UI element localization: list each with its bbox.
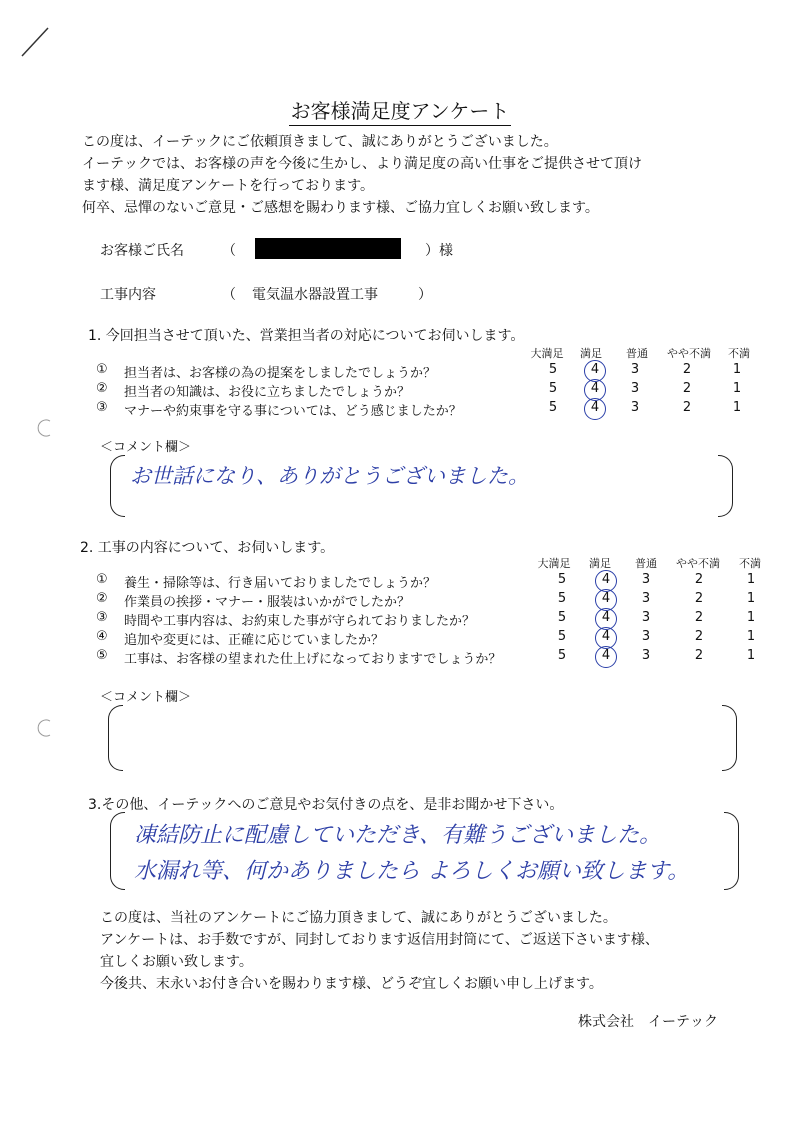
rating-1[interactable]: 1 xyxy=(732,400,742,415)
rating-2[interactable]: 2 xyxy=(682,381,692,396)
comment-bracket-right xyxy=(722,705,737,771)
question-text: 養生・掃除等は、行き届いておりましたでしょうか？ xyxy=(124,576,437,591)
work-value: 電気温水器設置工事 xyxy=(252,287,378,303)
corner-pen-mark xyxy=(18,22,58,62)
section1-comment-label: ＜コメント欄＞ xyxy=(100,440,192,455)
rating-2[interactable]: 2 xyxy=(694,591,704,606)
closing-line: 今後共、末永いお付き合いを賜わります様、どうぞ宜しくお願い申し上げます。 xyxy=(100,976,603,992)
work-open-paren: （ xyxy=(222,287,236,303)
question-number: ⑤ xyxy=(96,648,108,663)
rating-2[interactable]: 2 xyxy=(694,629,704,644)
question-row xyxy=(96,591,786,609)
question-row xyxy=(96,362,776,380)
rating-5[interactable]: 5 xyxy=(557,629,567,644)
scale-label: やや不満 xyxy=(676,557,720,570)
selected-rating-circle xyxy=(595,646,617,668)
page-title: お客様満足度アンケート xyxy=(0,95,800,124)
question-number: ② xyxy=(96,591,108,606)
scale-label: 満足 xyxy=(589,557,611,570)
scale-label: 大満足 xyxy=(537,557,571,570)
rating-5[interactable]: 5 xyxy=(557,572,567,587)
intro-paragraph xyxy=(82,131,742,219)
rating-5[interactable]: 5 xyxy=(548,381,558,396)
closing-line: アンケートは、お手数ですが、同封しております返信用封筒にて、ご返送下さいます様、 xyxy=(100,932,659,948)
rating-4[interactable]: 4 xyxy=(590,362,600,377)
rating-4[interactable]: 4 xyxy=(601,610,611,625)
rating-3[interactable]: 3 xyxy=(641,591,651,606)
scale-label: 不満 xyxy=(728,347,750,360)
question-row xyxy=(96,572,786,590)
comment-bracket-left xyxy=(110,812,125,890)
closing-line: 宜しくお願い致します。 xyxy=(100,954,253,970)
section2-scale-header xyxy=(535,555,775,569)
rating-1[interactable]: 1 xyxy=(746,572,756,587)
section2-comment-label: ＜コメント欄＞ xyxy=(100,690,192,705)
comment-bracket-right xyxy=(724,812,739,890)
closing-line: この度は、当社のアンケートにご協力頂きまして、誠にありがとうございました。 xyxy=(100,910,617,926)
question-number: ④ xyxy=(96,629,108,644)
question-number: ① xyxy=(96,362,108,377)
section1-scale-header xyxy=(528,345,768,359)
question-row xyxy=(96,381,776,399)
scale-label: 大満足 xyxy=(530,347,564,360)
scale-label: 普通 xyxy=(635,557,657,570)
rating-2[interactable]: 2 xyxy=(694,572,704,587)
question-text: 工事は、お客様の望まれた仕上げになっておりますでしょうか？ xyxy=(124,652,502,667)
customer-suffix: ）様 xyxy=(425,243,453,259)
section1-comment-handwriting[interactable]: お世話になり、ありがとうございました。 xyxy=(130,464,529,488)
rating-2[interactable]: 2 xyxy=(694,648,704,663)
section3-comment-line[interactable]: 凍結防止に配慮していただき、有難うございました。 xyxy=(134,823,662,848)
work-label: 工事内容 xyxy=(100,287,156,303)
rating-3[interactable]: 3 xyxy=(641,610,651,625)
punch-hole-icon xyxy=(36,418,56,438)
question-number: ① xyxy=(96,572,108,587)
punch-hole-icon xyxy=(36,718,56,738)
question-number: ③ xyxy=(96,400,108,415)
rating-2[interactable]: 2 xyxy=(682,362,692,377)
rating-1[interactable]: 1 xyxy=(732,381,742,396)
question-text: 作業員の挨拶・マナー・服装はいかがでしたか？ xyxy=(124,595,411,610)
rating-1[interactable]: 1 xyxy=(746,629,756,644)
intro-line: イーテックでは、お客様の声を今後に生かし、より満足度の高い仕事をご提供させて頂け xyxy=(82,156,642,172)
closing-paragraph xyxy=(100,907,750,995)
rating-5[interactable]: 5 xyxy=(548,362,558,377)
scale-label: 普通 xyxy=(626,347,648,360)
rating-4[interactable]: 4 xyxy=(590,400,600,415)
rating-4[interactable]: 4 xyxy=(601,591,611,606)
question-number: ② xyxy=(96,381,108,396)
rating-4[interactable]: 4 xyxy=(601,572,611,587)
question-text: 担当者は、お客様の為の提案をしましたでしょうか？ xyxy=(124,366,437,381)
rating-3[interactable]: 3 xyxy=(641,648,651,663)
company-name: 株式会社 イーテック xyxy=(578,1014,718,1030)
rating-2[interactable]: 2 xyxy=(694,610,704,625)
intro-line: 何卒、忌憚のないご意見・ご感想を賜わります様、ご協力宜しくお願い致します。 xyxy=(82,200,599,216)
question-row xyxy=(96,629,786,647)
rating-2[interactable]: 2 xyxy=(682,400,692,415)
comment-bracket-right xyxy=(718,455,733,517)
rating-5[interactable]: 5 xyxy=(557,648,567,663)
scale-label: 不満 xyxy=(739,557,761,570)
scale-label: 満足 xyxy=(580,347,602,360)
rating-1[interactable]: 1 xyxy=(732,362,742,377)
question-text: 時間や工事内容は、お約束した事が守られておりましたか？ xyxy=(124,614,476,629)
question-text: マナーや約束事を守る事については、どう感じましたか？ xyxy=(124,404,462,419)
rating-4[interactable]: 4 xyxy=(601,629,611,644)
customer-name-label: お客様ご氏名 xyxy=(100,243,184,259)
intro-line: ます様、満足度アンケートを行っております。 xyxy=(82,178,375,194)
rating-5[interactable]: 5 xyxy=(557,610,567,625)
rating-3[interactable]: 3 xyxy=(630,362,640,377)
rating-5[interactable]: 5 xyxy=(557,591,567,606)
question-row xyxy=(96,400,776,418)
rating-3[interactable]: 3 xyxy=(630,400,640,415)
question-text: 追加や変更には、正確に応じていましたか？ xyxy=(124,633,385,648)
comment-bracket-left xyxy=(110,455,125,517)
question-text: 担当者の知識は、お役に立ちましたでしょうか？ xyxy=(124,385,411,400)
section3-comment-line[interactable]: 水漏れ等、何かありましたら よろしくお願い致します。 xyxy=(134,859,690,884)
rating-1[interactable]: 1 xyxy=(746,591,756,606)
comment-bracket-left xyxy=(108,705,123,771)
question-row xyxy=(96,648,786,666)
section1-heading: 1. 今回担当させて頂いた、営業担当者の対応についてお伺いします。 xyxy=(88,328,525,344)
rating-3[interactable]: 3 xyxy=(641,629,651,644)
section3-heading: 3.その他、イーテックへのご意見やお気付きの点を、是非お聞かせ下さい。 xyxy=(88,797,564,813)
rating-1[interactable]: 1 xyxy=(746,610,756,625)
scale-label: やや不満 xyxy=(667,347,711,360)
question-number: ③ xyxy=(96,610,108,625)
customer-open-paren: （ xyxy=(222,243,236,259)
section2-heading: 2. 工事の内容について、お伺いします。 xyxy=(80,540,335,556)
intro-line: この度は、イーテックにご依頼頂きまして、誠にありがとうございました。 xyxy=(82,134,558,150)
rating-5[interactable]: 5 xyxy=(548,400,558,415)
rating-3[interactable]: 3 xyxy=(641,572,651,587)
question-row xyxy=(96,610,786,628)
selected-rating-circle xyxy=(584,398,606,420)
rating-4[interactable]: 4 xyxy=(590,381,600,396)
rating-1[interactable]: 1 xyxy=(746,648,756,663)
rating-3[interactable]: 3 xyxy=(630,381,640,396)
work-close-paren: ） xyxy=(418,287,432,303)
rating-4[interactable]: 4 xyxy=(601,648,611,663)
redacted-name-box xyxy=(255,238,401,259)
